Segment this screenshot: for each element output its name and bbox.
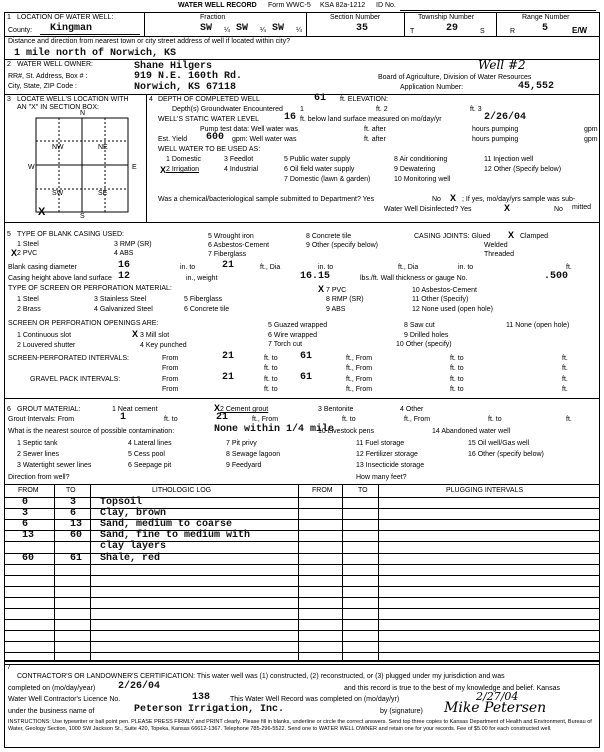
screen-10: 10 Asbestos-Cement: [412, 287, 477, 294]
blank-in-to-3: in. to: [458, 264, 474, 271]
log-row-line: [4, 652, 600, 653]
log-cell-t: 60: [70, 530, 83, 542]
well-note: Well #2: [478, 58, 526, 72]
compass-e: E: [132, 164, 137, 171]
log-row-line: [4, 508, 600, 509]
blank-diameter-value: 16: [118, 260, 131, 271]
log-row-line: [4, 630, 600, 631]
county-value: Kingman: [50, 23, 93, 34]
license-label: Water Well Contractor's Licence No.: [8, 696, 121, 703]
section-5-title: TYPE OF BLANK CASING USED:: [17, 231, 124, 238]
wall-thickness-label: lbs./ft. Wall thickness or gauge No.: [360, 275, 468, 282]
range-label: Range Number: [522, 14, 570, 21]
business-label: under the business name of: [8, 708, 95, 715]
quarter-2: ¼: [260, 27, 266, 34]
township-t: T: [410, 28, 415, 35]
plug-from-header: FROM: [312, 487, 333, 494]
log-cell-t: 61: [70, 552, 83, 564]
weight-label: in., weight: [186, 275, 218, 282]
casing-3: 3 RMP (SR): [114, 241, 152, 248]
source-14: 14 Abandoned water well: [432, 428, 511, 435]
screen-8: 8 RMP (SR): [326, 296, 364, 303]
address-value: 919 N.E. 160th Rd.: [134, 71, 243, 82]
quadrant-ne: NE: [98, 144, 108, 151]
section-2-number: 2: [7, 61, 11, 68]
section-6-number: 6: [7, 406, 11, 413]
joints-label: CASING JOINTS: Glued: [414, 233, 491, 240]
log-row-line: [4, 519, 600, 520]
log-row-line: [4, 586, 600, 587]
gp-to: 61: [300, 372, 313, 383]
spi-to: 61: [300, 351, 313, 362]
opening-10: 10 Other (specify): [396, 341, 452, 348]
source-12: 12 Fertilizer storage: [356, 451, 418, 458]
gravel-pack-label: GRAVEL PACK INTERVALS:: [30, 376, 121, 383]
ksa-ref: KSA 82a-1212: [320, 2, 366, 9]
screen-2: 2 Brass: [17, 306, 41, 313]
form-number: Form WWC-5: [268, 2, 311, 9]
log-row-line: [4, 641, 600, 642]
township-label: Township Number: [418, 14, 475, 21]
record-completed-date: 2/27/04: [476, 690, 519, 703]
use-1: 1 Domestic: [166, 156, 202, 163]
compass-n: N: [80, 110, 86, 117]
screen-intervals-label: SCREEN-PERFORATED INTERVALS:: [8, 355, 129, 362]
casing-8: 8 Concrete tile: [306, 233, 352, 240]
instructions: INSTRUCTIONS: Use typewriter or ball point pen. PLEASE PRESS FIRMLY and PRINT clearly. Please fill in blanks, underline or circle the correct answers. Send top three copies to Kansas Department of Health and Environment, Bureau of Water, Geology Section, 1000 SW Jackson St., Suite 420, Topeka, Kansas 66612-1367. Telephone 785-296-5522. Send one to WATER WELL OWNER and retain one for your records. Fee of $5.00 for each constructed well.: [8, 719, 592, 732]
application-number: 45,552: [518, 81, 555, 92]
log-row-line: [4, 541, 600, 542]
completed-date: 2/26/04: [118, 681, 161, 692]
certification-text: CONTRACTOR'S OR LANDOWNER'S CERTIFICATION: This water well was (1) constructed, (2) reconstructed, or (3) plugged under my jurisdiction and was: [17, 673, 505, 680]
use-5: 5 Public water supply: [284, 156, 351, 163]
static-rest: ft. below land surface measured on mo/day/yr: [300, 116, 442, 123]
opening-4: 4 Key punched: [140, 342, 187, 349]
blank-ft-dia-2: ft., Dia: [398, 264, 419, 271]
yield-after: ft. after: [364, 136, 386, 143]
source-9: 9 Feedyard: [226, 462, 262, 469]
source-15: 15 Oil well/Gas well: [468, 440, 530, 447]
log-to-header: TO: [66, 487, 76, 494]
signature: Mike Petersen: [444, 700, 547, 716]
section-grid: [18, 112, 142, 220]
log-lith-header: LITHOLOGIC LOG: [152, 487, 212, 494]
groundwater-ft3: ft. 3: [470, 106, 482, 113]
chem-3: mitted: [572, 204, 592, 211]
opening-1: 1 Continuous slot: [17, 332, 72, 339]
use-8: 8 Air conditioning: [394, 156, 448, 163]
chem-label: Was a chemical/bacteriological sample submitted to Department? Yes: [158, 196, 375, 203]
source-4: 4 Lateral lines: [128, 440, 172, 447]
use-12: 12 Other (Specify below): [484, 166, 562, 173]
quadrant-sw: SW: [52, 190, 64, 197]
gauge-value: .500: [544, 271, 569, 282]
source-8: 8 Sewage lagoon: [226, 451, 281, 458]
log-row-line: [4, 608, 600, 609]
log-cell-d: Sand, fine to medium with: [100, 530, 251, 542]
yield-label: Est. Yield: [158, 136, 188, 143]
screen-6: 6 Concrete tile: [184, 306, 230, 313]
use-11: 11 Injection well: [484, 156, 534, 163]
use-6: 6 Oil field water supply: [284, 166, 355, 173]
spi-ft-to: ft. to: [264, 355, 278, 362]
opening-5: 5 Guazed wrapped: [268, 322, 328, 329]
record-completed-label: This Water Well Record was completed on (mo/day/yr): [230, 696, 400, 703]
chem-no: No: [432, 196, 441, 203]
yield-value: 600: [206, 132, 225, 143]
pump-gpm: gpm: [584, 126, 598, 133]
completed-label: completed on (mo/day/year): [8, 685, 96, 692]
signature-label: by (signature): [380, 708, 423, 715]
use-10: 10 Monitoring well: [394, 176, 451, 183]
opening-2: 2 Louvered shutter: [17, 342, 76, 349]
log-row-line: [4, 575, 600, 576]
casing-9: 9 Other (specify below): [306, 242, 378, 249]
owner-name: Shane Hilgers: [134, 61, 213, 72]
screen-5: 5 Fiberglass: [184, 296, 223, 303]
casing-2: 2 PVC: [17, 250, 38, 257]
contamination-value: None within 1/4 mile: [214, 424, 335, 435]
section-7-number: 7: [7, 664, 11, 671]
license-number: 138: [192, 692, 211, 703]
log-row-line: [4, 530, 600, 531]
static-value: 16: [284, 112, 297, 123]
contamination-label: What is the nearest source of possible contamination:: [8, 428, 175, 435]
section-2-title: WATER WELL OWNER:: [17, 61, 93, 68]
grout-4: 4 Other: [400, 406, 424, 413]
fraction-3: SW: [272, 23, 285, 34]
opening-9: 9 Drilled holes: [404, 332, 449, 339]
section-5-number: 5: [7, 231, 11, 238]
section-1-title: LOCATION OF WATER WELL:: [17, 14, 114, 21]
log-cell-f: 13: [22, 530, 35, 542]
grout-title: GROUT MATERIAL:: [17, 406, 81, 413]
distance-label: Distance and direction from nearest town or city street address of well if located within city?: [8, 38, 291, 45]
screen-3: 3 Stainless Steel: [94, 296, 147, 303]
section-4-number: 4: [149, 96, 153, 103]
casing-6: 6 Asbestos-Cement: [208, 242, 270, 249]
log-row-line: [4, 664, 600, 665]
opening-6: 6 Wire wrapped: [268, 332, 318, 339]
log-cell-d: Shale, red: [100, 552, 161, 564]
section-number-label: Section Number: [330, 14, 381, 21]
section-number-value: 35: [356, 23, 369, 34]
weight-value: 16.15: [300, 271, 331, 282]
completed-rest: and this record is true to the best of my knowledge and belief. Kansas: [344, 685, 560, 692]
casing-4: 4 ABS: [114, 250, 134, 257]
quadrant-se: SE: [98, 190, 108, 197]
groundwater-label: Depth(s) Groundwater Encountered: [172, 106, 283, 113]
groundwater-ft2: ft. 2: [376, 106, 388, 113]
range-ew: E/W: [572, 26, 588, 35]
grout-1: 1 Neat cement: [112, 406, 158, 413]
yield-gpm: gpm: Well water was: [232, 136, 297, 143]
grout-intervals-label: Grout Intervals: From: [8, 416, 75, 423]
source-13: 13 Insecticide storage: [356, 462, 425, 469]
gp-ft-to: ft. to: [264, 376, 278, 383]
opening-11: 11 None (open hole): [506, 322, 570, 329]
use-4: 4 Industrial: [224, 166, 259, 173]
quarter-3: ¼: [296, 27, 302, 34]
depth-value: 61: [314, 93, 327, 104]
source-5: 5 Cess pool: [128, 451, 165, 458]
blank-to-value: 21: [222, 260, 235, 271]
casing-7: 7 Fiberglass: [208, 251, 247, 258]
city-value: Norwich, KS 67118: [134, 82, 237, 93]
use-3: 3 Feedlot: [224, 156, 254, 163]
depth-label: DEPTH OF COMPLETED WELL: [158, 96, 260, 103]
log-cell-d: Clay, brown: [100, 508, 167, 520]
grout-3: 3 Bentonite: [318, 406, 354, 413]
screen-11: 11 Other (Specify): [412, 296, 469, 303]
source-16: 16 Other (specify below): [468, 451, 544, 458]
screen-9: 9 ABS: [326, 306, 346, 313]
use-9: 9 Dewatering: [394, 166, 436, 173]
openings-title: SCREEN OR PERFORATION OPENINGS ARE:: [8, 320, 159, 327]
log-cell-d: Sand, medium to coarse: [100, 519, 233, 531]
source-2: 2 Sewer lines: [17, 451, 60, 458]
log-cell-f: 6: [22, 519, 29, 531]
direction-label: Direction from well?: [8, 474, 70, 481]
fraction-2: SW: [236, 23, 249, 34]
township-s: S: [480, 28, 485, 35]
log-cell-f: 60: [22, 552, 35, 564]
static-label: WELL'S STATIC WATER LEVEL: [158, 116, 260, 123]
range-value: 5: [542, 23, 549, 34]
township-value: 29: [446, 23, 459, 34]
location-x-mark: X: [38, 206, 46, 218]
yield-hours: hours pumping: [472, 136, 519, 143]
blank-ft: ft.: [566, 264, 572, 271]
log-cell-t: 3: [70, 497, 77, 508]
section-3-number: 3: [7, 96, 11, 103]
log-row-line: [4, 619, 600, 620]
source-6: 6 Seepage pit: [128, 462, 172, 469]
city-label: City, State, ZIP Code :: [8, 83, 77, 90]
id-label: ID No.: [376, 2, 396, 9]
yield-gpm-2: gpm: [584, 136, 598, 143]
range-r: R: [510, 28, 516, 35]
log-cell-f: 0: [22, 497, 29, 508]
spi-from-label: From: [162, 355, 179, 362]
blank-in-to: in. to: [180, 264, 196, 271]
casing-height-label: Casing height above land surface: [8, 275, 112, 282]
source-3: 3 Watertight sewer lines: [17, 462, 92, 469]
joints-welded: Welded: [484, 242, 508, 249]
log-cell-f: 3: [22, 508, 29, 520]
county-label: County:: [8, 27, 33, 34]
elevation-label: ft. ELEVATION:: [340, 96, 388, 103]
log-from-header: FROM: [18, 487, 39, 494]
grout-to: 21: [216, 412, 229, 423]
use-title: WELL WATER TO BE USED AS:: [158, 146, 261, 153]
section-3-title2: AN "X" IN SECTION BOX:: [17, 104, 99, 111]
source-10: 10 Livestock pens: [318, 428, 375, 435]
plug-header: PLUGGING INTERVALS: [446, 487, 524, 494]
pump-hours: hours pumping: [472, 126, 519, 133]
chem-2: ; If yes, mo/day/yrs sample was sub-: [462, 196, 576, 203]
grout-from: 1: [120, 412, 127, 423]
screen-7: 7 PVC: [326, 287, 347, 294]
casing-5: 5 Wrought iron: [208, 233, 254, 240]
log-cell-t: 13: [70, 519, 83, 531]
quadrant-nw: NW: [52, 144, 64, 151]
blank-in-to-2: in. to: [318, 264, 334, 271]
source-1: 1 Septic tank: [17, 440, 58, 447]
blank-ft-dia: ft., Dia: [260, 264, 281, 271]
compass-w: W: [28, 164, 35, 171]
form-title: WATER WELL RECORD: [178, 2, 257, 9]
use-7: 7 Domestic (lawn & garden): [284, 176, 371, 183]
compass-s: S: [80, 213, 85, 220]
groundwater-1: 1: [300, 106, 304, 113]
plug-to-header: TO: [358, 487, 368, 494]
application-label: Application Number:: [400, 84, 464, 91]
screen-title: TYPE OF SCREEN OR PERFORATION MATERIAL:: [8, 285, 172, 292]
grout-2: 2 Cement grout: [220, 406, 269, 413]
gp-from-label: From: [162, 376, 179, 383]
opening-3: 3 Mill slot: [140, 332, 170, 339]
pump-after: ft. after: [364, 126, 386, 133]
fraction-label: Fraction: [200, 14, 226, 21]
use-2: 2 Irrigation: [166, 166, 200, 173]
section-3-title: LOCATE WELL'S LOCATION WITH: [17, 96, 129, 103]
log-row-line: [4, 564, 600, 565]
spi-from-label-2: From: [162, 365, 179, 372]
log-row-line: [4, 597, 600, 598]
opening-7: 7 Torch cut: [268, 341, 303, 348]
disinfected-no: No: [554, 206, 563, 213]
casing-height-value: 12: [118, 271, 131, 282]
log-cell-d: clay layers: [100, 541, 167, 553]
business-name: Peterson Irrigation, Inc.: [134, 704, 285, 715]
pump-test-label: Pump test data: Well water was: [200, 126, 298, 133]
opening-8: 8 Saw cut: [404, 322, 435, 329]
joints-clamped: Clamped: [520, 233, 549, 240]
board-label: Board of Agriculture, Division of Water Resources: [378, 74, 532, 81]
disinfected-label: Water Well Disinfected? Yes: [384, 206, 472, 213]
source-7: 7 Pit privy: [226, 440, 257, 447]
casing-1: 1 Steel: [17, 241, 39, 248]
how-many-feet-label: How many feet?: [356, 474, 407, 481]
blank-diameter-label: Blank casing diameter: [8, 264, 77, 271]
address-label: RR#, St. Address, Box # :: [8, 73, 88, 80]
gp-from-label-2: From: [162, 386, 179, 393]
source-11: 11 Fuel storage: [356, 440, 405, 447]
screen-4: 4 Galvanized Steel: [94, 306, 153, 313]
log-cell-t: 6: [70, 508, 77, 520]
joints-threaded: Threaded: [484, 251, 514, 258]
fraction-1: SW: [200, 23, 213, 34]
log-cell-d: Topsoil: [100, 497, 143, 508]
gp-from: 21: [222, 372, 235, 383]
static-date: 2/26/04: [484, 112, 527, 123]
screen-12: 12 None used (open hole): [412, 306, 493, 313]
spi-from: 21: [222, 351, 235, 362]
log-row-line: [4, 553, 600, 554]
screen-1: 1 Steel: [17, 296, 39, 303]
section-1-number: 1: [7, 14, 11, 21]
distance-value: 1 mile north of Norwich, KS: [14, 48, 177, 59]
quarter-1: ¼: [224, 27, 230, 34]
